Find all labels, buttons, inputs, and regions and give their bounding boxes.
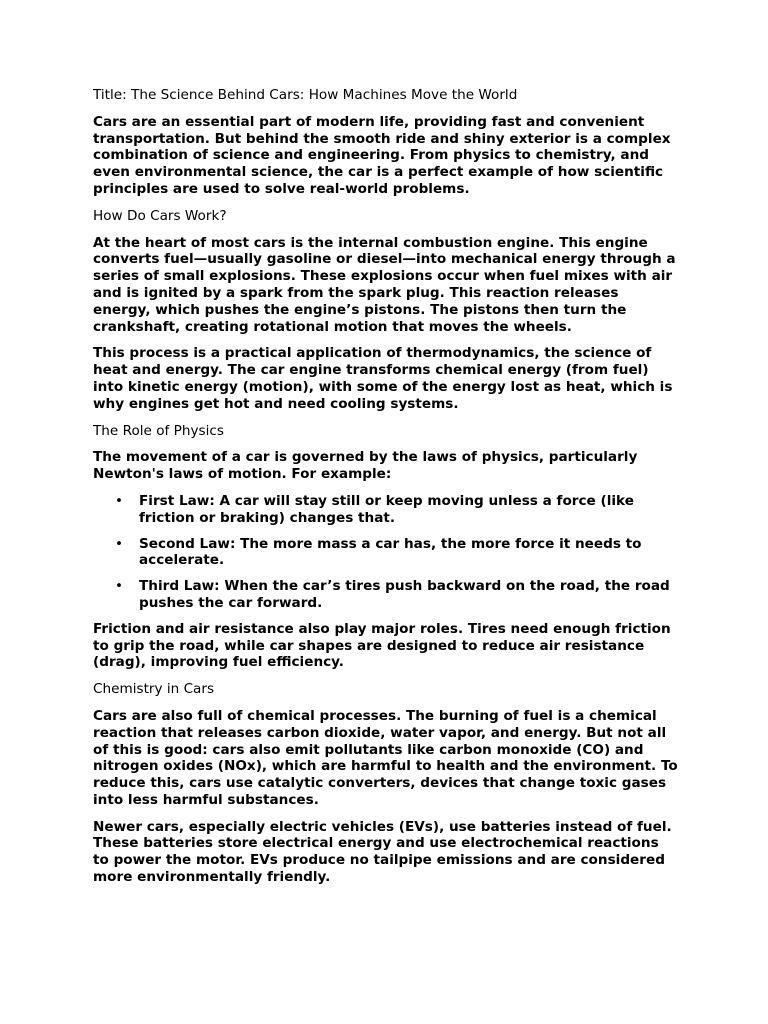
list-item-second-law: [93, 536, 678, 570]
bullet-icon: •: [115, 578, 124, 595]
intro-paragraph: Cars are an essential part of modern life, providing fast and convenient transportation. But behind the smooth ride and shiny exterior is a complex combination of science and engineering. From physics to chemistry, and even environmental science, the car is a perfect example of how scientific principles are used to solve real-world problems.: [93, 113, 671, 197]
newtons-laws-list: [93, 493, 678, 612]
document-page: [93, 87, 678, 896]
paragraph-newtons-laws: The movement of a car is governed by the laws of physics, particularly Newton's laws of motion. For example:: [93, 449, 638, 483]
paragraph-electric-vehicles: Newer cars, especially electric vehicles (EVs), use batteries instead of fuel. These batteries store electrical energy and use electrochemical reactions to power the motor. EVs produce no tailpipe emissions and are considered more environmentally friendly.: [93, 818, 672, 886]
section-heading-chemistry: Chemistry in Cars: [93, 681, 215, 698]
paragraph-friction: Friction and air resistance also play major roles. Tires need enough friction to grip the road, while car shapes are designed to reduce air resistance (drag), improving fuel efficiency.: [93, 620, 671, 671]
bullet-icon: •: [115, 535, 124, 552]
section-heading-how-cars-work: How Do Cars Work?: [93, 207, 227, 224]
list-item-text: Second Law: The more mass a car has, the more force it needs to accelerate.: [139, 535, 642, 569]
bullet-icon: •: [115, 492, 124, 509]
section-heading-role-of-physics: The Role of Physics: [93, 422, 224, 439]
list-item-text: Third Law: When the car’s tires push backward on the road, the road pushes the car forward.: [139, 578, 670, 611]
paragraph-combustion-engine: At the heart of most cars is the internal combustion engine. This engine converts fuel—usually gasoline or diesel—into mechanical energy through a series of small explosions. These explosions occur when fuel mixes with air and is ignited by a spark from the spark plug. This reaction releases energy, which pushes the engine’s pistons. The pistons then turn the crankshaft, creating rotational motion that moves the wheels.: [93, 234, 676, 335]
list-item-text: First Law: A car will stay still or keep moving unless a force (like friction or braking) changes that.: [139, 492, 634, 526]
document-title: Title: The Science Behind Cars: How Machines Move the World: [93, 87, 518, 103]
list-item-third-law: [93, 578, 678, 612]
list-item-first-law: [93, 493, 678, 527]
paragraph-chemical-processes: Cars are also full of chemical processes. The burning of fuel is a chemical reaction that releases carbon dioxide, water vapor, and energy. But not all of this is good: cars also emit pollutants like carbon monoxide (CO) and nitrogen oxides (NOx), which are harmful to health and the environment. To reduce this, cars use catalytic converters, devices that change toxic gases into less harmful substances.: [93, 707, 678, 808]
paragraph-thermodynamics: This process is a practical application of thermodynamics, the science of heat and energy. The car engine transforms chemical energy (from fuel) into kinetic energy (motion), with some of the energy lost as heat, which is why engines get hot and need cooling systems.: [93, 345, 673, 412]
